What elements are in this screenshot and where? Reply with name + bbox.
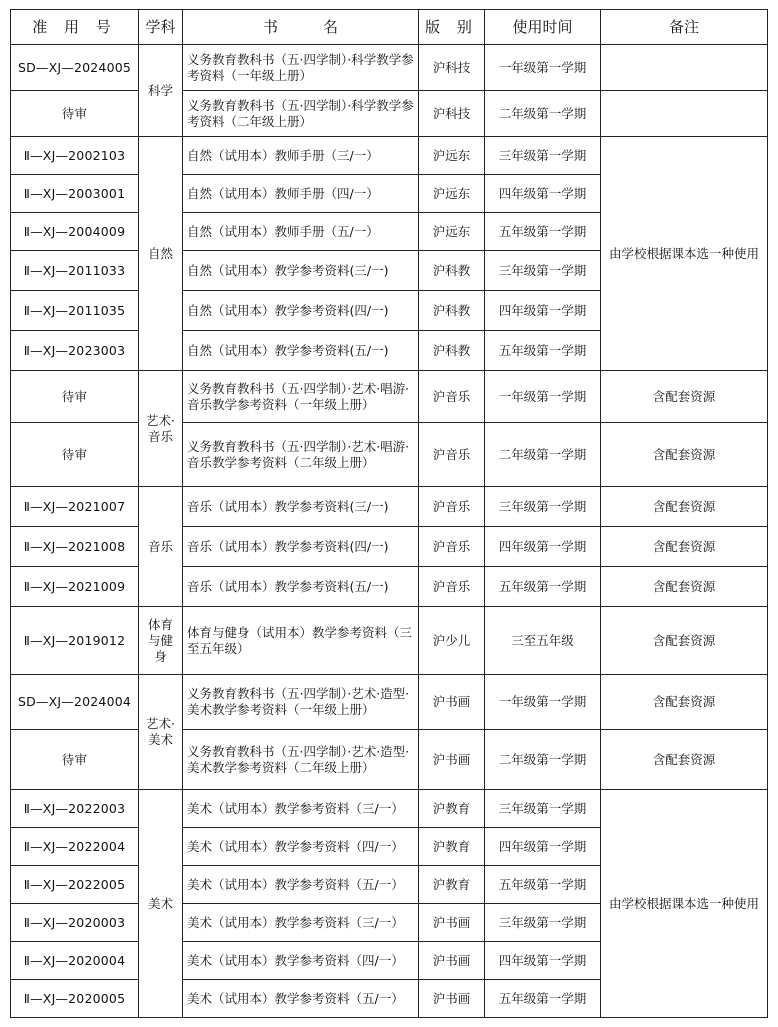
edition-cell: 沪音乐 [419, 527, 485, 567]
note-cell: 含配套资源 [601, 675, 768, 730]
subject-cell-nature: 自然 [139, 137, 183, 371]
book-cell: 自然（试用本）教师手册（五/一） [183, 213, 419, 251]
id-cell: Ⅱ—XJ—2003001 [11, 175, 139, 213]
note-cell-fine-art: 由学校根据课本选一种使用 [601, 790, 768, 1018]
time-cell: 一年级第一学期 [485, 675, 601, 730]
book-cell: 体育与健身（试用本）教学参考资料（三至五年级） [183, 607, 419, 675]
time-cell: 三年级第一学期 [485, 487, 601, 527]
book-cell: 义务教育教科书（五·四学制）·艺术·造型·美术教学参考资料（二年级上册） [183, 730, 419, 790]
edition-cell: 沪书画 [419, 980, 485, 1018]
subject-cell-pe: 体育与健身 [139, 607, 183, 675]
id-cell: Ⅱ—XJ—2022003 [11, 790, 139, 828]
header-book: 书 名 [183, 10, 419, 45]
id-cell: Ⅱ—XJ—2011033 [11, 251, 139, 291]
table-row [11, 567, 768, 607]
id-cell: Ⅱ—XJ—2004009 [11, 213, 139, 251]
note-cell: 含配套资源 [601, 567, 768, 607]
id-cell: Ⅱ—XJ—2019012 [11, 607, 139, 675]
edition-cell: 沪教育 [419, 828, 485, 866]
book-cell: 义务教育教科书（五·四学制）·艺术·唱游·音乐教学参考资料（一年级上册） [183, 371, 419, 423]
subject-cell-science: 科学 [139, 45, 183, 137]
table-row [11, 487, 768, 527]
id-cell: Ⅱ—XJ—2021009 [11, 567, 139, 607]
book-cell: 自然（试用本）教学参考资料(三/一) [183, 251, 419, 291]
header-id: 准 用 号 [11, 10, 139, 45]
time-cell: 三年级第一学期 [485, 790, 601, 828]
time-cell: 五年级第一学期 [485, 331, 601, 371]
subject-cell-art-fine: 艺术·美术 [139, 675, 183, 790]
table-header-row [11, 10, 768, 45]
id-cell: Ⅱ—XJ—2022005 [11, 866, 139, 904]
id-cell: SD—XJ—2024004 [11, 675, 139, 730]
note-cell [601, 45, 768, 91]
book-cell: 义务教育教科书（五·四学制）·艺术·造型·美术教学参考资料（一年级上册） [183, 675, 419, 730]
edition-cell: 沪少儿 [419, 607, 485, 675]
book-cell: 美术（试用本）教学参考资料（三/一） [183, 904, 419, 942]
time-cell: 一年级第一学期 [485, 371, 601, 423]
note-cell: 含配套资源 [601, 607, 768, 675]
table-row [11, 91, 768, 137]
time-cell: 五年级第一学期 [485, 567, 601, 607]
edition-cell: 沪书画 [419, 730, 485, 790]
header-note: 备注 [601, 10, 768, 45]
note-cell: 含配套资源 [601, 371, 768, 423]
time-cell: 三年级第一学期 [485, 137, 601, 175]
edition-cell: 沪音乐 [419, 567, 485, 607]
id-cell: Ⅱ—XJ—2022004 [11, 828, 139, 866]
id-cell: Ⅱ—XJ—2020005 [11, 980, 139, 1018]
edition-cell: 沪科教 [419, 291, 485, 331]
edition-cell: 沪书画 [419, 942, 485, 980]
id-cell: Ⅱ—XJ—2021008 [11, 527, 139, 567]
edition-cell: 沪音乐 [419, 487, 485, 527]
time-cell: 三至五年级 [485, 607, 601, 675]
book-cell: 自然（试用本）教师手册（四/一） [183, 175, 419, 213]
id-cell: 待审 [11, 423, 139, 487]
book-cell: 自然（试用本）教学参考资料(四/一) [183, 291, 419, 331]
time-cell: 五年级第一学期 [485, 866, 601, 904]
edition-cell: 沪书画 [419, 675, 485, 730]
note-cell: 含配套资源 [601, 527, 768, 567]
time-cell: 一年级第一学期 [485, 45, 601, 91]
book-cell: 美术（试用本）教学参考资料（五/一） [183, 980, 419, 1018]
id-cell: Ⅱ—XJ—2002103 [11, 137, 139, 175]
id-cell: Ⅱ—XJ—2020004 [11, 942, 139, 980]
edition-cell: 沪音乐 [419, 423, 485, 487]
edition-cell: 沪科技 [419, 91, 485, 137]
book-cell: 音乐（试用本）教学参考资料(四/一) [183, 527, 419, 567]
note-cell-nature: 由学校根据课本选一种使用 [601, 137, 768, 371]
time-cell: 二年级第一学期 [485, 423, 601, 487]
id-cell: Ⅱ—XJ—2021007 [11, 487, 139, 527]
edition-cell: 沪远东 [419, 175, 485, 213]
time-cell: 四年级第一学期 [485, 291, 601, 331]
note-cell: 含配套资源 [601, 730, 768, 790]
book-cell: 美术（试用本）教学参考资料（五/一） [183, 866, 419, 904]
id-cell: Ⅱ—XJ—2023003 [11, 331, 139, 371]
note-cell [601, 91, 768, 137]
edition-cell: 沪远东 [419, 137, 485, 175]
book-cell: 音乐（试用本）教学参考资料(五/一) [183, 567, 419, 607]
time-cell: 四年级第一学期 [485, 175, 601, 213]
time-cell: 四年级第一学期 [485, 527, 601, 567]
header-subject: 学科 [139, 10, 183, 45]
note-cell: 含配套资源 [601, 487, 768, 527]
document-page [10, 9, 768, 1018]
time-cell: 四年级第一学期 [485, 942, 601, 980]
table-row [11, 371, 768, 423]
table-row [11, 45, 768, 91]
time-cell: 三年级第一学期 [485, 904, 601, 942]
table-row [11, 730, 768, 790]
header-time: 使用时间 [485, 10, 601, 45]
edition-cell: 沪科教 [419, 251, 485, 291]
edition-cell: 沪远东 [419, 213, 485, 251]
header-edition: 版 别 [419, 10, 485, 45]
book-cell: 义务教育教科书（五·四学制）·科学教学参考资料（一年级上册） [183, 45, 419, 91]
textbook-table [10, 9, 768, 1018]
book-cell: 美术（试用本）教学参考资料（四/一） [183, 942, 419, 980]
subject-cell-art-music: 艺术·音乐 [139, 371, 183, 487]
id-cell: 待审 [11, 91, 139, 137]
table-row [11, 423, 768, 487]
table-row [11, 675, 768, 730]
id-cell: Ⅱ—XJ—2020003 [11, 904, 139, 942]
id-cell: Ⅱ—XJ—2011035 [11, 291, 139, 331]
edition-cell: 沪书画 [419, 904, 485, 942]
edition-cell: 沪音乐 [419, 371, 485, 423]
book-cell: 美术（试用本）教学参考资料（四/一） [183, 828, 419, 866]
edition-cell: 沪科技 [419, 45, 485, 91]
book-cell: 音乐（试用本）教学参考资料(三/一) [183, 487, 419, 527]
note-cell: 含配套资源 [601, 423, 768, 487]
book-cell: 自然（试用本）教学参考资料(五/一) [183, 331, 419, 371]
edition-cell: 沪教育 [419, 790, 485, 828]
time-cell: 四年级第一学期 [485, 828, 601, 866]
table-row [11, 607, 768, 675]
table-row [11, 527, 768, 567]
book-cell: 义务教育教科书（五·四学制）·艺术·唱游·音乐教学参考资料（二年级上册） [183, 423, 419, 487]
id-cell: 待审 [11, 730, 139, 790]
time-cell: 三年级第一学期 [485, 251, 601, 291]
book-cell: 自然（试用本）教师手册（三/一） [183, 137, 419, 175]
subject-cell-fine-art: 美术 [139, 790, 183, 1018]
subject-cell-music: 音乐 [139, 487, 183, 607]
edition-cell: 沪科教 [419, 331, 485, 371]
id-cell: 待审 [11, 371, 139, 423]
table-row [11, 790, 768, 828]
table-row [11, 137, 768, 175]
edition-cell: 沪教育 [419, 866, 485, 904]
time-cell: 五年级第一学期 [485, 980, 601, 1018]
time-cell: 二年级第一学期 [485, 91, 601, 137]
time-cell: 二年级第一学期 [485, 730, 601, 790]
id-cell: SD—XJ—2024005 [11, 45, 139, 91]
book-cell: 义务教育教科书（五·四学制）·科学教学参考资料（二年级上册） [183, 91, 419, 137]
time-cell: 五年级第一学期 [485, 213, 601, 251]
book-cell: 美术（试用本）教学参考资料（三/一） [183, 790, 419, 828]
